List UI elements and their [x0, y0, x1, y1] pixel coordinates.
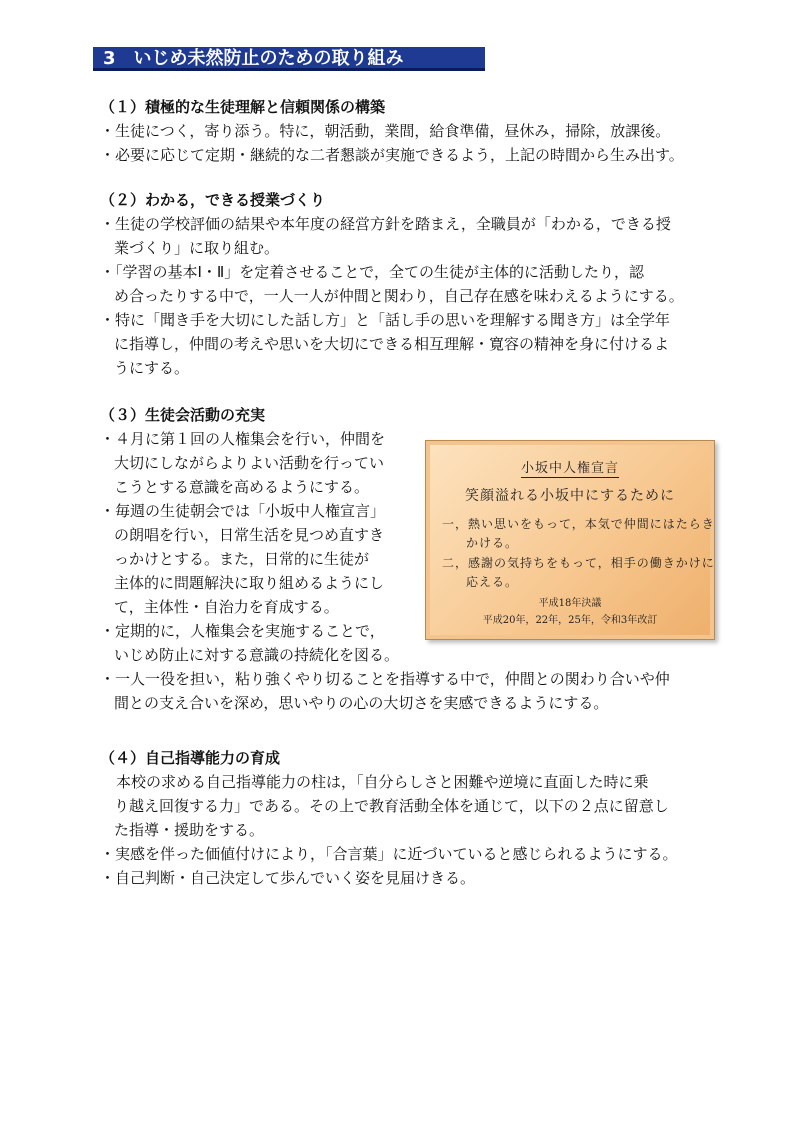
- section-4: [100, 746, 720, 890]
- section-4-line: ・自己判断・自己決定して歩んでいく姿を見届けきる。: [100, 869, 476, 887]
- section-3-line: て，主体性・自治力を育成する。: [114, 598, 339, 616]
- declaration-item: 応える。: [466, 575, 519, 589]
- section-3-line: ・毎週の生徒朝会では「小坂中人権宣言」: [100, 502, 386, 520]
- section-4-line: ・実感を伴った価値付けにより，「合言葉」に近づいていると感じられるようにする。: [100, 845, 678, 863]
- section-2-line: うにする。: [114, 359, 190, 377]
- section-3-line: 間との支え合いを深め，思いやりの心の大切さを実感できるようにする。: [114, 694, 609, 712]
- section-4-line: た指導・援助をする。: [114, 821, 265, 839]
- section-2-heading: （２）わかる，できる授業づくり: [100, 191, 326, 209]
- section-3-line: ・定期的に，人権集会を実施することで，: [100, 622, 385, 640]
- section-1-line: ・必要に応じて定期・継続的な二者懇談が実施できるよう，上記の時間から生み出す。: [100, 146, 684, 164]
- section-3-line: 主体的に問題解決に取り組めるようにし: [114, 574, 385, 592]
- declaration-item: 一，熱い思いをもって，本気で仲間にはたらき: [442, 517, 715, 531]
- declaration-note: 平成20年，22年，25年，令和3年改訂: [482, 615, 658, 626]
- section-3-line: ・４月に第１回の人権集会を行い，仲間を: [100, 430, 386, 448]
- declaration-item: 二，感謝の気持ちをもって，相手の働きかけに: [442, 556, 715, 570]
- declaration-subtitle: 笑顔溢れる小坂中にするために: [465, 488, 675, 504]
- section-4-heading: （４）自己指導能力の育成: [100, 749, 281, 767]
- section-number: 3: [103, 48, 116, 69]
- section-2-line: ・「学習の基本Ⅰ・Ⅱ」を定着させることで，全ての生徒が主体的に活動したり，認: [100, 263, 645, 281]
- section-4-line: 本校の求める自己指導能力の柱は，「自分らしさと困難や逆境に直面した時に乗: [116, 773, 649, 791]
- section-3-heading: （３）生徒会活動の充実: [100, 406, 266, 424]
- section-1: [100, 95, 720, 167]
- section-3-line: 大切にしながらよりよい活動を行ってい: [114, 454, 385, 472]
- section-3-line: ・一人一役を担い，粘り強くやり切ることを指導する中で，仲間との関わり合いや仲: [100, 670, 670, 688]
- declaration-item: かける。: [466, 536, 519, 550]
- section-1-line: ・生徒につく，寄り添う。特に，朝活動，業間，給食準備，昼休み，掃除，放課後。: [100, 122, 671, 140]
- section-3-line: っかけとする。また，日常的に生徒が: [114, 550, 370, 568]
- section-3-line: の朗唱を行い，日常生活を見つめ直すき: [114, 526, 385, 544]
- section-4-line: り越え回復する力」である。その上で教育活動全体を通じて，以下の２点に留意し: [114, 797, 669, 815]
- section-title: いじめ未然防止のための取り組み: [133, 48, 404, 69]
- section-2-line: ・特に「聞き手を大切にした話し方」と「話し手の思いを理解する聞き方」は全学年: [100, 311, 671, 329]
- section-title-bar: [93, 47, 485, 71]
- human-rights-declaration-box: [425, 440, 715, 640]
- section-3-line: いじめ防止に対する意識の持続化を図る。: [114, 646, 400, 664]
- section-2: [100, 188, 720, 380]
- declaration-title: 小坂中人権宣言: [520, 461, 619, 476]
- section-1-heading: （１）積極的な生徒理解と信頼関係の構築: [100, 98, 386, 116]
- section-2-line: 業づくり」に取り組む。: [114, 239, 280, 257]
- section-2-line: め合ったりする中で，一人一人が仲間と関わり，自己存在感を味わえるようにする。: [114, 287, 684, 305]
- section-2-line: ・生徒の学校評価の結果や本年度の経営方針を踏まえ，全職員が「わかる，できる授: [100, 215, 671, 233]
- section-2-line: に指導し，仲間の考えや思いを大切にできる相互理解・寛容の精神を身に付けるよ: [114, 335, 670, 353]
- declaration-note: 平成18年決議: [538, 598, 602, 609]
- section-3-line: こうとする意識を高めるようにする。: [114, 478, 370, 496]
